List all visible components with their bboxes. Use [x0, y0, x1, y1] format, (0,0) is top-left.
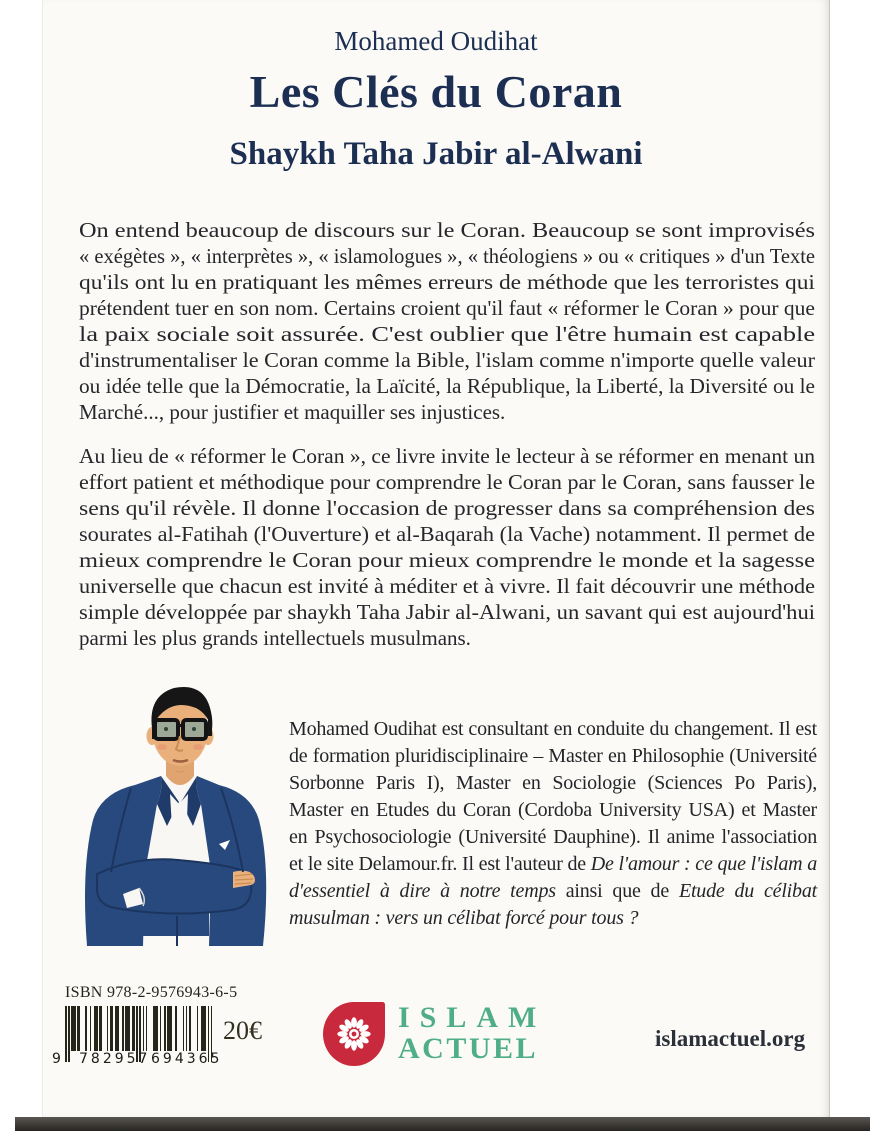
barcode-bar — [110, 1006, 113, 1051]
barcode-digit-group-1: 782957 — [79, 1051, 151, 1067]
text-line: qu'ils ont lu en pratiquant les mêmes erreurs de méthode que les terroristes qui — [79, 270, 815, 294]
author-portrait-illustration — [73, 676, 277, 948]
text-line: sourates al-Fatihah (l'Ouverture) et al-Baqarah (la Vache) notamment. Il permet de — [79, 522, 815, 546]
publisher-logo — [323, 1002, 546, 1066]
portrait-drawing — [73, 676, 277, 948]
text-line: ou idée telle que la Démocratie, la Laïcité, la République, la Liberté, la Diversité ou le — [79, 374, 816, 398]
book-subtitle: Shaykh Taha Jabir al-Alwani — [229, 136, 643, 172]
author-name-top: Mohamed Oudihat — [334, 26, 538, 56]
barcode-bar — [143, 1006, 145, 1051]
text-line: d'instrumentaliser le Coran comme la Bible, l'islam comme n'importe quelle valeur — [79, 348, 816, 372]
scan-edge-bar — [15, 1117, 870, 1131]
barcode — [52, 1006, 223, 1068]
text-line: On entend beaucoup de discours sur le Coran. Beaucoup se sont improvisés — [79, 218, 816, 242]
publisher-website: islamactuel.org — [655, 1026, 806, 1051]
barcode-bar — [115, 1006, 120, 1051]
italic-text-segment: De l'amour : ce que l'islam a d'essentiel à dire à notre temps — [289, 853, 817, 902]
barcode-bar — [175, 1006, 177, 1051]
barcode-lead-digit: 9 — [52, 1051, 61, 1067]
publisher-name — [398, 1002, 546, 1064]
text-line: effort patient et méthodique pour comprendre le Coran par le Coran, sans fausser le — [79, 470, 815, 494]
publisher-name-line1: ISLAM — [398, 1001, 547, 1034]
text-line: prétendent tuer en son nom. Certains croient qu'il faut « réformer le Coran » pour que — [79, 296, 815, 320]
barcode-digit-group-2: 694365 — [151, 1051, 223, 1067]
barcode-bar — [153, 1006, 158, 1051]
barcode-bar — [99, 1006, 102, 1051]
barcode-bar — [197, 1006, 199, 1051]
barcode-bar — [146, 1006, 148, 1051]
text-segment: Mohamed Oudihat est consultant en conduite du changement. Il est de formation pluridisciplinaire – Master en Philosophie (Université Sorbonne Paris I), Master en Sociologie (Sciences Po Paris), Master en Etudes du Coran (Cordoba University USA) et Master en Psychosociologie (Université Dauphine). Il anime l'association et le site Delamour.fr. Il est l'auteur de — [289, 718, 817, 875]
barcode-bar — [71, 1006, 76, 1051]
text-line: sens qu'il révèle. Il donne l'occasion de progresser dans sa compréhension des — [79, 496, 816, 520]
barcode-bar — [125, 1006, 130, 1051]
barcode-bar — [132, 1006, 135, 1051]
cover-page — [42, 0, 830, 1117]
rosette-flower-icon — [334, 1014, 374, 1054]
barcode-bar — [186, 1006, 188, 1051]
barcode-bar — [122, 1006, 124, 1051]
text-line: mieux comprendre le Coran pour mieux comprendre le monde et la sagesse — [79, 548, 815, 572]
barcode-bar — [65, 1006, 67, 1062]
barcode-bar — [94, 1006, 97, 1051]
barcode-bar — [164, 1006, 166, 1051]
price: 20€ — [223, 1016, 262, 1045]
text-line: parmi les plus grands intellectuels musulmans. — [79, 626, 471, 650]
text-line: la paix sociale soit assurée. C'est oublier que l'être humain est capable — [79, 322, 816, 346]
barcode-bar — [189, 1006, 191, 1051]
text-line: Au lieu de « réformer le Coran », ce livre invite le lecteur à se réformer en menant un — [79, 444, 816, 468]
barcode-bar — [160, 1006, 162, 1051]
text-line: simple développée par shaykh Taha Jabir al-Alwani, un savant qui est aujourd'hui — [79, 600, 816, 624]
paragraph-1 — [79, 217, 815, 425]
paragraph-2 — [79, 443, 815, 651]
text-line: « exégètes », « interprètes », « islamologues », « théologiens » ou « critiques » d'un Texte — [79, 244, 816, 268]
back-cover-text — [79, 217, 815, 651]
publisher-name-line2: ACTUEL — [398, 1032, 539, 1065]
logo-drop-icon — [323, 1002, 385, 1066]
barcode-bar — [77, 1006, 80, 1051]
barcode-bar — [107, 1006, 109, 1051]
text-segment: ainsi que de — [555, 880, 679, 902]
barcode-bar — [85, 1006, 87, 1051]
text-line: Marché..., pour justifier et maquiller ses injustices. — [79, 400, 506, 424]
text-line: universelle que chacun est invité à méditer et à vivre. Il fait découvrir une méthode — [79, 574, 815, 598]
barcode-bar — [90, 1006, 92, 1051]
isbn-block — [52, 984, 238, 1068]
barcode-bar — [68, 1006, 70, 1062]
author-bio — [289, 716, 817, 932]
barcode-bar — [201, 1006, 206, 1051]
italic-text-segment: Etude du célibat musulman : vers un célibat forcé pour tous ? — [289, 880, 817, 929]
barcode-bar — [183, 1006, 185, 1051]
isbn-label: ISBN 978-2-9576943-6-5 — [65, 984, 238, 1001]
barcode-bar — [167, 1006, 172, 1051]
book-title: Les Clés du Coran — [249, 66, 623, 117]
